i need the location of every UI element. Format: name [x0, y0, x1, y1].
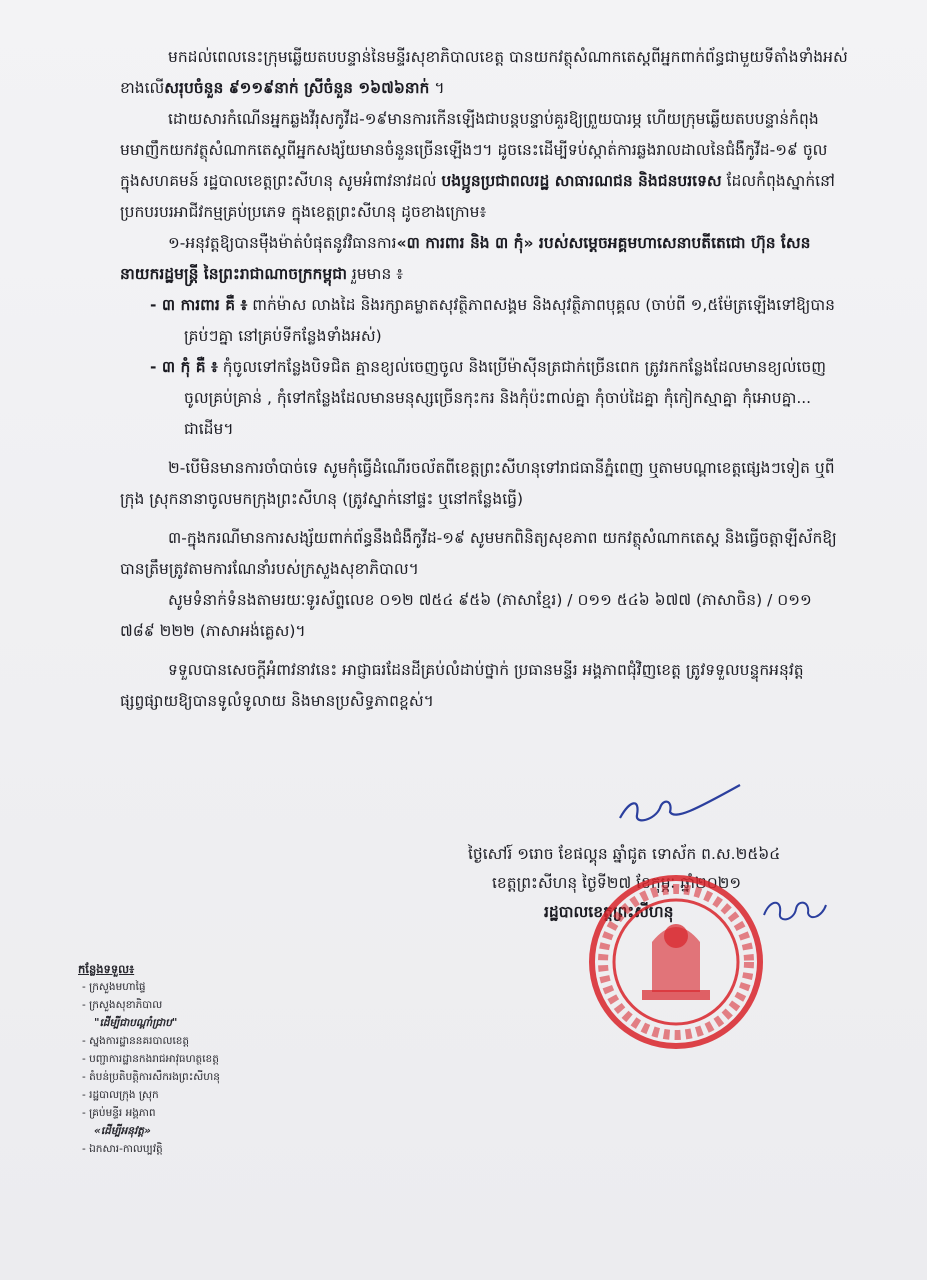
- signature-mark: [615, 780, 745, 830]
- bullet-head: - ៣ កុំ គឺ ៖: [150, 358, 218, 376]
- list-item: - រដ្ឋបាលក្រុង ស្រុក: [82, 1089, 159, 1101]
- list-item: - ក្រសួងសុខាភិបាល: [82, 999, 163, 1011]
- solar-date: ខេត្តព្រះសីហនុ ថ្ងៃទី២៧ ខែកុម្ភៈ ឆ្នាំ២០២១: [492, 874, 742, 892]
- audience-emphasis: បងប្អូនប្រជាពលរដ្ឋ សាធារណជន និងជនបរទេស: [441, 172, 722, 190]
- paragraph-test-count: [120, 42, 850, 104]
- measures-emphasis: «៣ ការពារ និង ៣ កុំ» របស់សម្តេចអគ្គមហាសេនាបតីតេជោ ហ៊ុន សែន នាយករដ្ឋមន្ត្រី នៃព្រះរាជាណាចក្រកម្ពុជា: [120, 234, 811, 283]
- lunar-date: ថ្ងៃសៅរ៍ ១រោច ខែផល្គុន ឆ្នាំជូត ទោស័ក ព.ស.២៥៦៤: [468, 845, 781, 863]
- signer-title: រដ្ឋបាលខេត្តព្រះសីហនុ: [544, 903, 674, 921]
- paragraph-text: ដោយសារកំណើនអ្នកឆ្លងវីរុសកូវីដ-១៩មានការកើនឡើងជាបន្តបន្ទាប់គួរឱ្យព្រួយបារម្ភ ហើយក្រុមឆ្លើយតបបន្ទាន់កំពុងមមាញឹកយកវត្ថុសំណាកតេស្តពីអ្នកសង្ស័យមានចំនួនច្រើនឡើងៗ។ ដូចនេះដើម្បីទប់ស្កាត់ការឆ្លងរាលដាលនៃជំងឺកូវីដ-១៩ ចូលក្នុងសហគមន៍ រដ្ឋបាលខេត្តព្រះសីហនុ សូមអំពាវនាវដល់: [120, 110, 828, 190]
- closing-paragraph: ទទួលបានសេចក្តីអំពាវនាវនេះ អាជ្ញាធរដែនដីគ្រប់លំដាប់ថ្នាក់ ប្រធានមន្ទីរ អង្គភាពជុំវិញខេត្ត ត្រូវទទួលបន្ទុកអនុវត្តផ្សព្វផ្សាយឱ្យបានទូលំទូលាយ និងមានប្រសិទ្ធភាពខ្ពស់។: [120, 661, 804, 710]
- initials-signature: [760, 895, 830, 925]
- test-count-emphasis: សរុបចំនួន ៩១១៩នាក់ ស្រីចំនួន ១៦៧៦នាក់: [164, 79, 430, 97]
- paragraph-appeal: [120, 104, 850, 228]
- bullet-three-protect: [120, 290, 850, 352]
- paragraph-text: រួមមាន ៖: [347, 265, 404, 283]
- official-seal-icon: [582, 872, 770, 1052]
- list-item: - តំបន់ប្រតិបត្តិការសឹករងព្រះសីហនុ: [82, 1071, 220, 1083]
- list-item: - គ្រប់មន្ទីរ អង្គភាព: [82, 1107, 156, 1119]
- announcement-body: [120, 42, 850, 717]
- bullet-head: - ៣ ការពារ គឺ ៖: [150, 296, 248, 314]
- list-item: - ក្រសួងមហាផ្ទៃ: [82, 981, 146, 993]
- bullet-text: កុំចូលទៅកន្លែងបិទជិត គ្មានខ្យល់ចេញចូល និងប្រើម៉ាស៊ីនត្រជាក់ច្រើនពេក ត្រូវរកកន្លែងដែលមានខ្យល់ចេញចូលគ្រប់គ្រាន់ , កុំទៅកន្លែងដែលមានមនុស្សច្រើនកុះករ និងកុំប៉ះពាល់គ្នា កុំចាប់ដៃគ្នា កុំកៀកស្មាគ្នា កុំអោបគ្នា... ជាដើម។: [184, 358, 826, 438]
- paragraph-text: មកដល់ពេលនេះក្រុមឆ្លើយតបបន្ទាន់នៃមន្ទីរសុខាភិបាលខេត្ត បានយកវត្ថុសំណាកតេស្តពីអ្នកពាក់ព័ន្ធជាមួយទីតាំងទាំងអស់ខាងលើ: [120, 48, 848, 97]
- recipients-list: [78, 960, 338, 1158]
- paragraph-text: ដែលកំពុងស្នាក់នៅ ប្រកបរបរអាជីវកម្មគ្រប់ប្រភេទ ក្នុងខេត្តព្រះសីហនុ ដូចខាងក្រោម៖: [120, 172, 835, 221]
- paragraph-text: ។: [429, 79, 445, 97]
- recipients-subheading: «ដើម្បីអនុវត្ត»: [94, 1125, 151, 1137]
- recipients-title: កន្លែងទទួល៖: [78, 962, 135, 976]
- bullet-text: ពាក់ម៉ាស លាងដៃ និងរក្សាគម្លាតសុវត្ថិភាពសង្គម និងសុវត្ថិភាពបុគ្គល (ចាប់ពី ១,៥ម៉ែត្រឡើងទៅឱ្យបានគ្រប់ៗគ្នា នៅគ្រប់ទីកន្លែងទាំងអស់): [184, 296, 836, 345]
- bullet-three-donts: [120, 352, 850, 445]
- measure-3: ៣-ក្នុងករណីមានការសង្ស័យពាក់ព័ន្ធនឹងជំងឺកូវីដ-១៩ សូមមកពិនិត្យសុខភាព យកវត្ថុសំណាកតេស្ត និងធ្វើចត្តាឡីស័កឱ្យបានត្រឹមត្រូវតាមការណែនាំរបស់ក្រសួងសុខាភិបាល។: [120, 529, 837, 578]
- measure-1: [120, 228, 850, 290]
- recipients-subheading: "ដើម្បីជាបណ្តាំជ្រាប": [94, 1017, 178, 1029]
- measure-2: ២-បើមិនមានការចាំបាច់ទេ សូមកុំធ្វើដំណើរចល័តពីខេត្តព្រះសីហនុទៅរាជធានីភ្នំពេញ ឬតាមបណ្តាខេត្តផ្សេងៗទៀត ឬពីក្រុង ស្រុកនានាចូលមកក្រុងព្រះសីហនុ (ត្រូវស្នាក់នៅផ្ទះ ឬនៅកន្លែងធ្វើ): [120, 459, 835, 508]
- paragraph-text: ១-អនុវត្តឱ្យបានម៉ឺងម៉ាត់បំផុតនូវវិធានការ: [168, 234, 397, 252]
- list-item: - បញ្ជាការដ្ឋានកងរាជអាវុធហត្ថខេត្ត: [82, 1053, 219, 1065]
- list-item: - ស្នងការដ្ឋាននគរបាលខេត្ត: [82, 1035, 190, 1047]
- list-item: - ឯកសារ-កាលប្បវត្តិ: [82, 1143, 163, 1155]
- contact-numbers: សូមទំនាក់ទំនងតាមរយៈទូរស័ព្ទលេខ ០១២ ៧៥៤ ៩៥៦ (ភាសាខ្មែរ) / ០១១ ៥៤៦ ៦៧៧ (ភាសាចិន) / ០១១ ៧៨៩ ២២២ (ភាសាអង់គ្លេស)។: [120, 591, 812, 640]
